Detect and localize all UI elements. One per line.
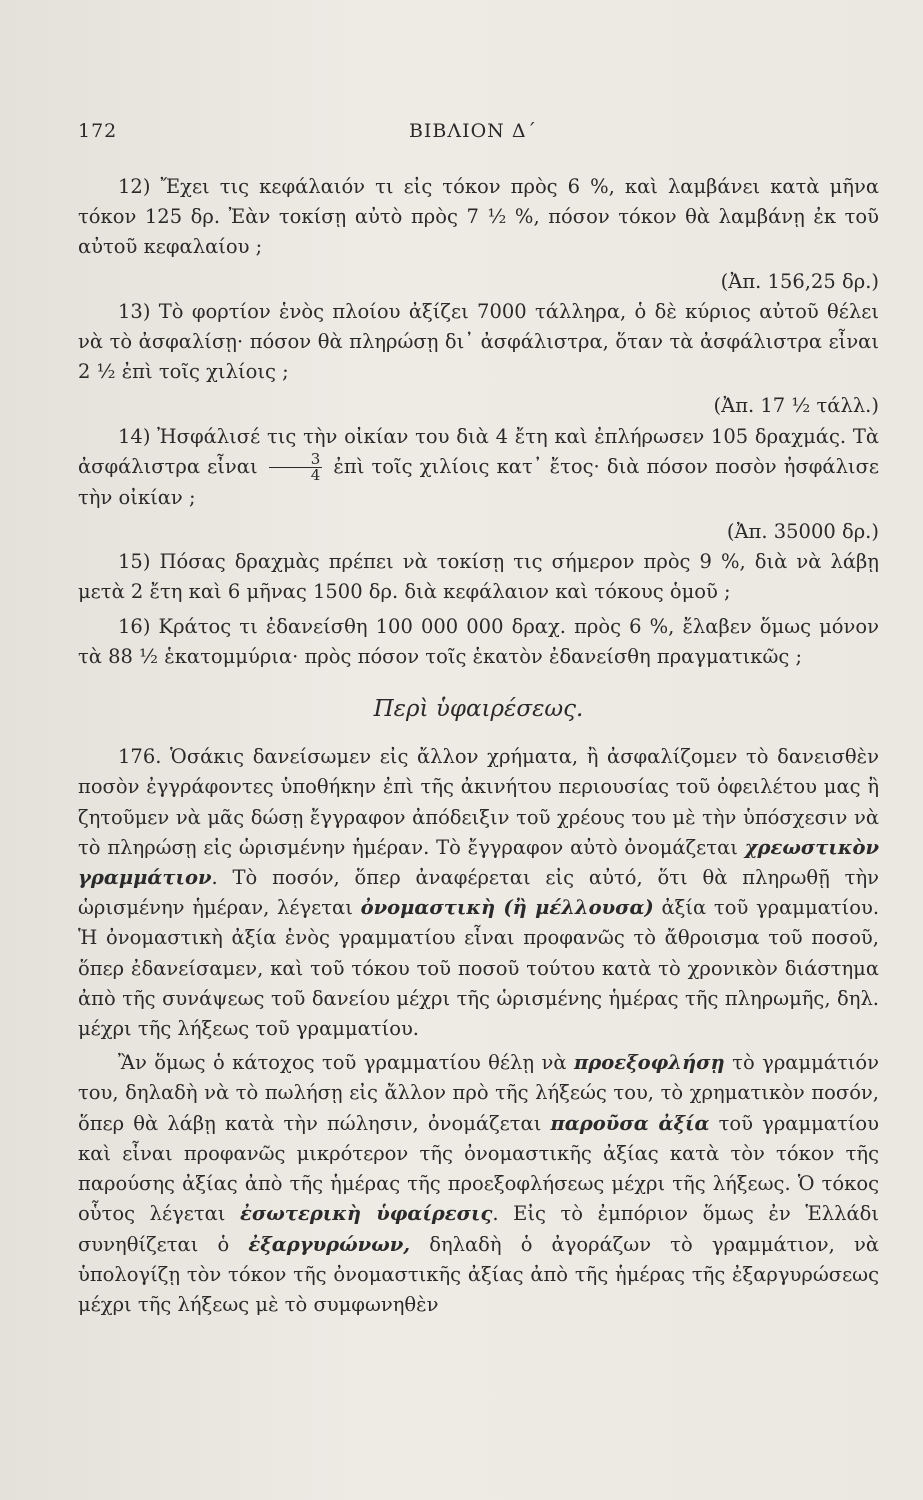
fraction-numerator: 3 bbox=[269, 452, 323, 468]
problem-16 bbox=[78, 612, 879, 672]
term-internal-discount: ἐσωτερικὴ ὑφαίρεσις bbox=[240, 1202, 493, 1226]
problem-text: 12) Ἔχει τις κεφάλαιόν τι εἰς τόκον πρὸς 6 %, καὶ λαμβάνει κατὰ μῆνα τόκον 125 δρ. Ἐὰν τοκίσῃ αὐτὸ πρὸς 7 ½ %, πόσον τόκον θὰ λαμβάνῃ ἐκ τοῦ αὐτοῦ κεφαλαίου ; bbox=[78, 175, 879, 259]
term-present-value: παροῦσα ἀξία bbox=[550, 1111, 710, 1135]
fraction bbox=[269, 449, 323, 484]
problem-15 bbox=[78, 547, 879, 607]
problem-text: 14) Ἠσφάλισέ τις τὴν οἰκίαν του διὰ 4 ἔτη καὶ ἐπλήρωσεν 105 δραχμάς. Τὰ ἀσφάλιστρα εἶναι bbox=[78, 424, 879, 478]
section-paragraph-1 bbox=[78, 742, 879, 1044]
page-body bbox=[78, 172, 879, 1324]
term-discounter: ἐξαργυρώνων, bbox=[248, 1232, 411, 1256]
paragraph-text: ἀξία τοῦ γραμματίου. Ἡ ὀνομαστικὴ ἀξία ἑνὸς γραμματίου εἶναι προφανῶς τὸ ἄθροισμα τοῦ ποσοῦ, ὅπερ ἐδανείσαμεν, καὶ τοῦ τόκου τοῦ ποσοῦ τούτου κατὰ τὸ χρονικὸν διάστημα ἀπὸ τῆς συνάψεως τοῦ δανείου μέχρι τῆς ὡρισμένης ἡμέρας τῆς πληρωμῆς, δηλ. μέχρι τῆς λήξεως τοῦ γραμματίου. bbox=[78, 896, 880, 1041]
paragraph-text: . Τὸ ποσόν, ὅπερ ἀναφέρεται εἰς αὐτό, ὅτι θὰ πληρωθῇ τὴν ὡρισμένην ἡμέραν, λέγεται bbox=[78, 866, 879, 920]
problem-answer: (Ἀπ. 17 ½ τάλλ.) bbox=[713, 394, 879, 418]
problem-12 bbox=[78, 172, 879, 263]
paragraph-text: τὸ γραμμάτιόν του, δηλαδὴ νὰ τὸ πωλήσῃ εἰς ἄλλον πρὸ τῆς λήξεώς του, τὸ χρηματικὸν ποσόν, ὅπερ θὰ λάβῃ κατὰ τὴν πώλησιν, ὀνομάζεται bbox=[78, 1051, 879, 1135]
problem-answer: (Ἀπ. 156,25 δρ.) bbox=[720, 269, 879, 293]
problem-13 bbox=[78, 297, 879, 388]
page-number: 172 bbox=[78, 120, 118, 142]
term-nominal-value: ὀνομαστικὴ (ἢ μέλλουσα) bbox=[360, 896, 654, 920]
problem-14 bbox=[78, 422, 879, 513]
fraction-denominator: 4 bbox=[310, 465, 321, 484]
running-title: ΒΙΒΛΙΟΝ Δ΄ bbox=[408, 120, 538, 142]
section-paragraph-2 bbox=[78, 1048, 879, 1320]
term-promissory-note: χρεωστικὸν γραμμάτιον bbox=[78, 835, 880, 890]
paragraph-text: 176. Ὁσάκις δανείσωμεν εἰς ἄλλον χρήματα, ἢ ἀσφαλίζομεν τὸ δανεισθὲν ποσὸν ἐγγράφοντες ὑποθήκην ἐπὶ τῆς ἀκινήτου περιουσίας τοῦ ὀφειλέτου μας ἢ ζητοῦμεν νὰ μᾶς δώσῃ ἔγγραφον ἀπόδειξιν τοῦ χρέους του μὲ τὴν ὑπόσχεσιν νὰ τὸ πληρώσῃ εἰς ὡρισμένην ἡμέραν. Τὸ ἔγγραφον αὐτὸ ὀνομάζεται bbox=[78, 745, 879, 859]
problem-text: ἐπὶ τοῖς χιλίοις κατ᾽ ἔτος· διὰ πόσον ποσὸν ἠσφάλισε τὴν οἰκίαν ; bbox=[78, 454, 879, 509]
section-heading: Περὶ ὑφαιρέσεως. bbox=[373, 696, 584, 723]
term-prepay: προεξοφλήσῃ bbox=[573, 1051, 725, 1075]
problem-text: 13) Τὸ φορτίον ἑνὸς πλοίου ἀξίζει 7000 τάλληρα, ὁ δὲ κύριος αὐτοῦ θέλει νὰ τὸ ἀσφαλίσῃ· πόσον θὰ πληρώσῃ δι᾽ ἀσφάλιστρα, ὅταν τὰ ἀσφάλιστρα εἶναι 2 ½ ἐπὶ τοῖς χιλίοις ; bbox=[78, 299, 879, 384]
page-header bbox=[78, 120, 868, 150]
problem-text: 15) Πόσας δραχμὰς πρέπει νὰ τοκίσῃ τις σήμερον πρὸς 9 %, διὰ νὰ λάβῃ μετὰ 2 ἔτη καὶ 6 μῆνας 1500 δρ. διὰ κεφάλαιον καὶ τόκους ὁμοῦ ; bbox=[78, 550, 879, 604]
paragraph-text: . Εἰς τὸ ἐμπόριον ὅμως ἐν Ἑλλάδι συνηθίζεται ὁ bbox=[78, 1202, 879, 1256]
problem-answer: (Ἀπ. 35000 δρ.) bbox=[726, 520, 879, 544]
paragraph-text: Ἂν ὅμως ὁ κάτοχος τοῦ γραμματίου θέλῃ νὰ bbox=[118, 1051, 567, 1075]
problem-text: 16) Κράτος τι ἐδανείσθη 100 000 000 δραχ. πρὸς 6 %, ἔλαβεν ὅμως μόνον τὰ 88 ½ ἑκατομμύρια· πρὸς πόσον τοῖς ἑκατὸν ἐδανείσθη πραγματικῶς ; bbox=[78, 614, 879, 668]
paragraph-text: δηλαδὴ ὁ ἀγοράζων τὸ γραμμάτιον, νὰ ὑπολογίζῃ τὸν τόκον τῆς ὀνομαστικῆς ἀξίας ἀπὸ τῆς ἡμέρας τῆς ἐξαργυρώσεως μέχρι τῆς λήξεως μὲ τὸ συμφωνηθὲν bbox=[78, 1232, 879, 1316]
paragraph-text: τοῦ γραμματίου καὶ εἶναι προφανῶς μικρότερον τῆς ὀνομαστικῆς ἀξίας κατὰ τὸν τόκον τῆς παρούσης ἀξίας ἀπὸ τῆς ἡμέρας τῆς προεξοφλήσεως μέχρι τῆς λήξεως. Ὁ τόκος οὗτος λέγεται bbox=[78, 1111, 879, 1226]
